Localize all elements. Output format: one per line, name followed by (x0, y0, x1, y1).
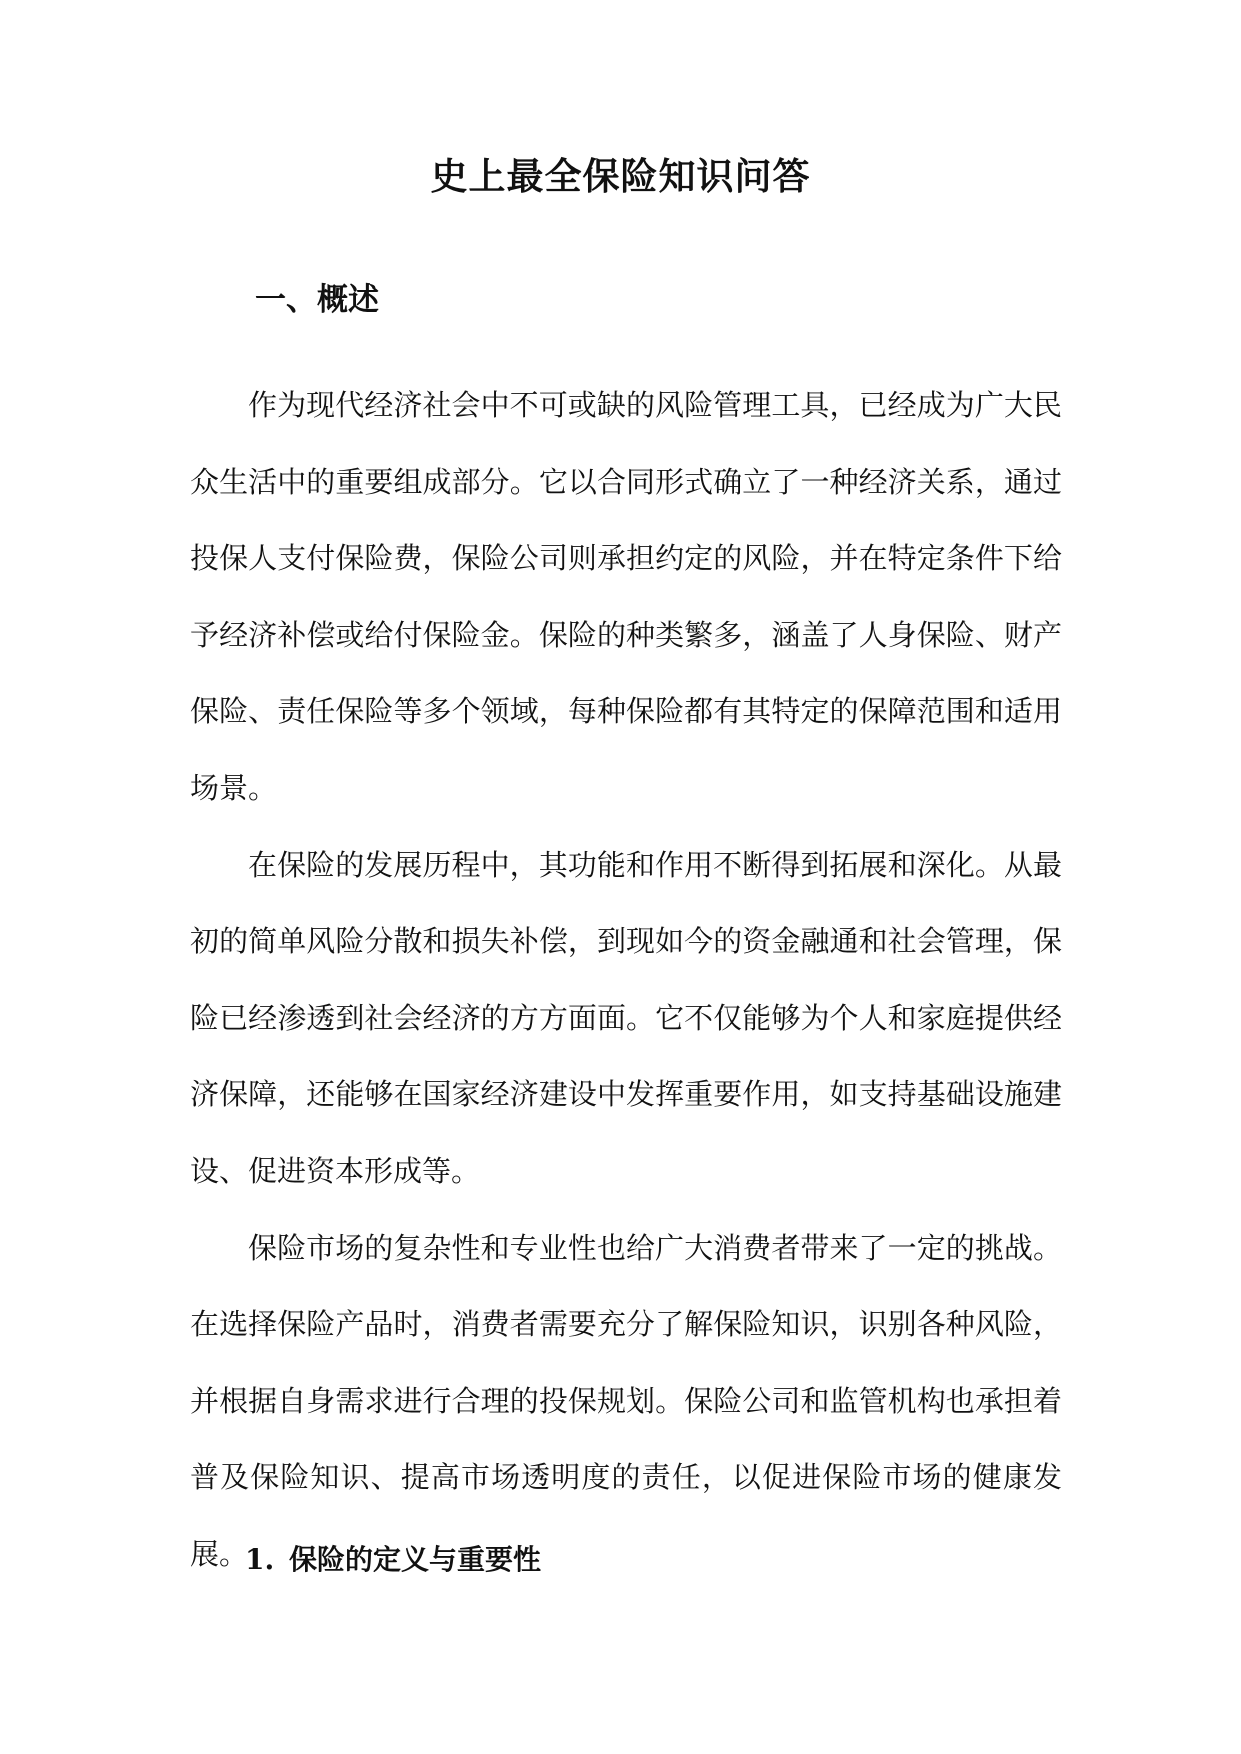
paragraph-1: 作为现代经济社会中不可或缺的风险管理工具，已经成为广大民众生活中的重要组成部分。它以合同形式确立了一种经济关系，通过投保人支付保险费，保险公司则承担约定的风险，并在特定条件下给予经济补偿或给付保险金。保险的种类繁多，涵盖了人身保险、财产保险、责任保险等多个领域，每种保险都有其特定的保障范围和适用场景。 (190, 388, 1062, 805)
subsection-heading (245, 1540, 541, 1580)
subsection-title: 保险的定义与重要性 (289, 1543, 542, 1576)
section-body (190, 367, 1062, 1593)
section-heading: 一、概述 (255, 282, 379, 318)
paragraph-3: 保险市场的复杂性和专业性也给广大消费者带来了一定的挑战。在选择保险产品时，消费者需要充分了解保险知识，识别各种风险，并根据自身需求进行合理的投保规划。保险公司和监管机构也承担着普及保险知识、提高市场透明度的责任，以促进保险市场的健康发展。 (190, 1230, 1062, 1571)
subsection-number: 1. (245, 1543, 275, 1576)
document-title: 史上最全保险知识问答 (430, 154, 811, 198)
paragraph-2: 在保险的发展历程中，其功能和作用不断得到拓展和深化。从最初的简单风险分散和损失补偿，到现如今的资金融通和社会管理，保险已经渗透到社会经济的方方面面。它不仅能够为个人和家庭提供经济保障，还能够在国家经济建设中发挥重要作用，如支持基础设施建设、促进资本形成等。 (190, 847, 1062, 1188)
